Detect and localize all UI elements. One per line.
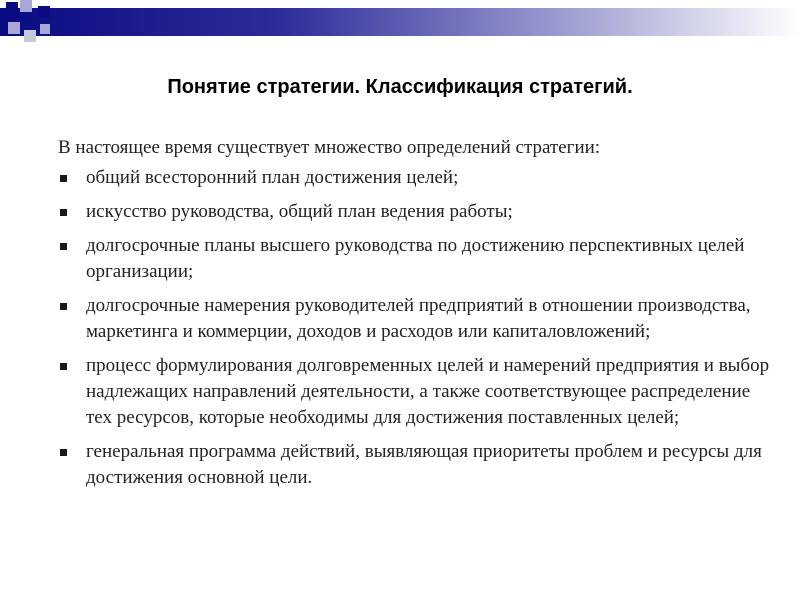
decor-square xyxy=(38,6,50,18)
decor-square xyxy=(40,24,50,34)
list-item-text: долгосрочные планы высшего руководства по достижению перспективных целей организации; xyxy=(86,235,745,282)
decor-square xyxy=(8,22,20,34)
square-bullet-icon xyxy=(60,303,67,310)
list-item xyxy=(58,353,778,431)
slide-title: Понятие стратегии. Классификация стратегий. xyxy=(167,76,633,98)
square-bullet-icon xyxy=(60,363,67,370)
header-banner xyxy=(0,0,800,48)
list-item-text: процесс формулирования долговременных целей и намерений предприятия и выбор надлежащих направлений деятельности, а также соответствующее распределение тех ресурсов, которые необходимы для достижения поставленных целей; xyxy=(86,355,770,428)
square-bullet-icon xyxy=(60,449,67,456)
list-item-text: долгосрочные намерения руководителей предприятий в отношении производства, маркетинга и коммерции, доходов и расходов или капиталовложений; xyxy=(86,295,751,342)
gradient-band xyxy=(0,8,800,36)
square-bullet-icon xyxy=(60,209,67,216)
list-item xyxy=(58,233,778,285)
list-item xyxy=(58,439,778,491)
decor-square xyxy=(20,0,32,12)
list-item-text: общий всесторонний план достижения целей; xyxy=(86,167,459,188)
decor-square xyxy=(6,2,18,14)
square-bullet-icon xyxy=(60,243,67,250)
square-bullet-icon xyxy=(60,175,67,182)
intro-text: В настоящее время существует множество определений стратегии: xyxy=(58,137,601,158)
list-item xyxy=(58,199,778,225)
list-item xyxy=(58,293,778,345)
definition-list xyxy=(58,165,778,499)
list-item-text: искусство руководства, общий план ведения работы; xyxy=(86,201,513,222)
decor-square xyxy=(24,30,36,42)
list-item-text: генеральная программа действий, выявляющая приоритеты проблем и ресурсы для достижения основной цели. xyxy=(86,441,762,488)
list-item xyxy=(58,165,778,191)
